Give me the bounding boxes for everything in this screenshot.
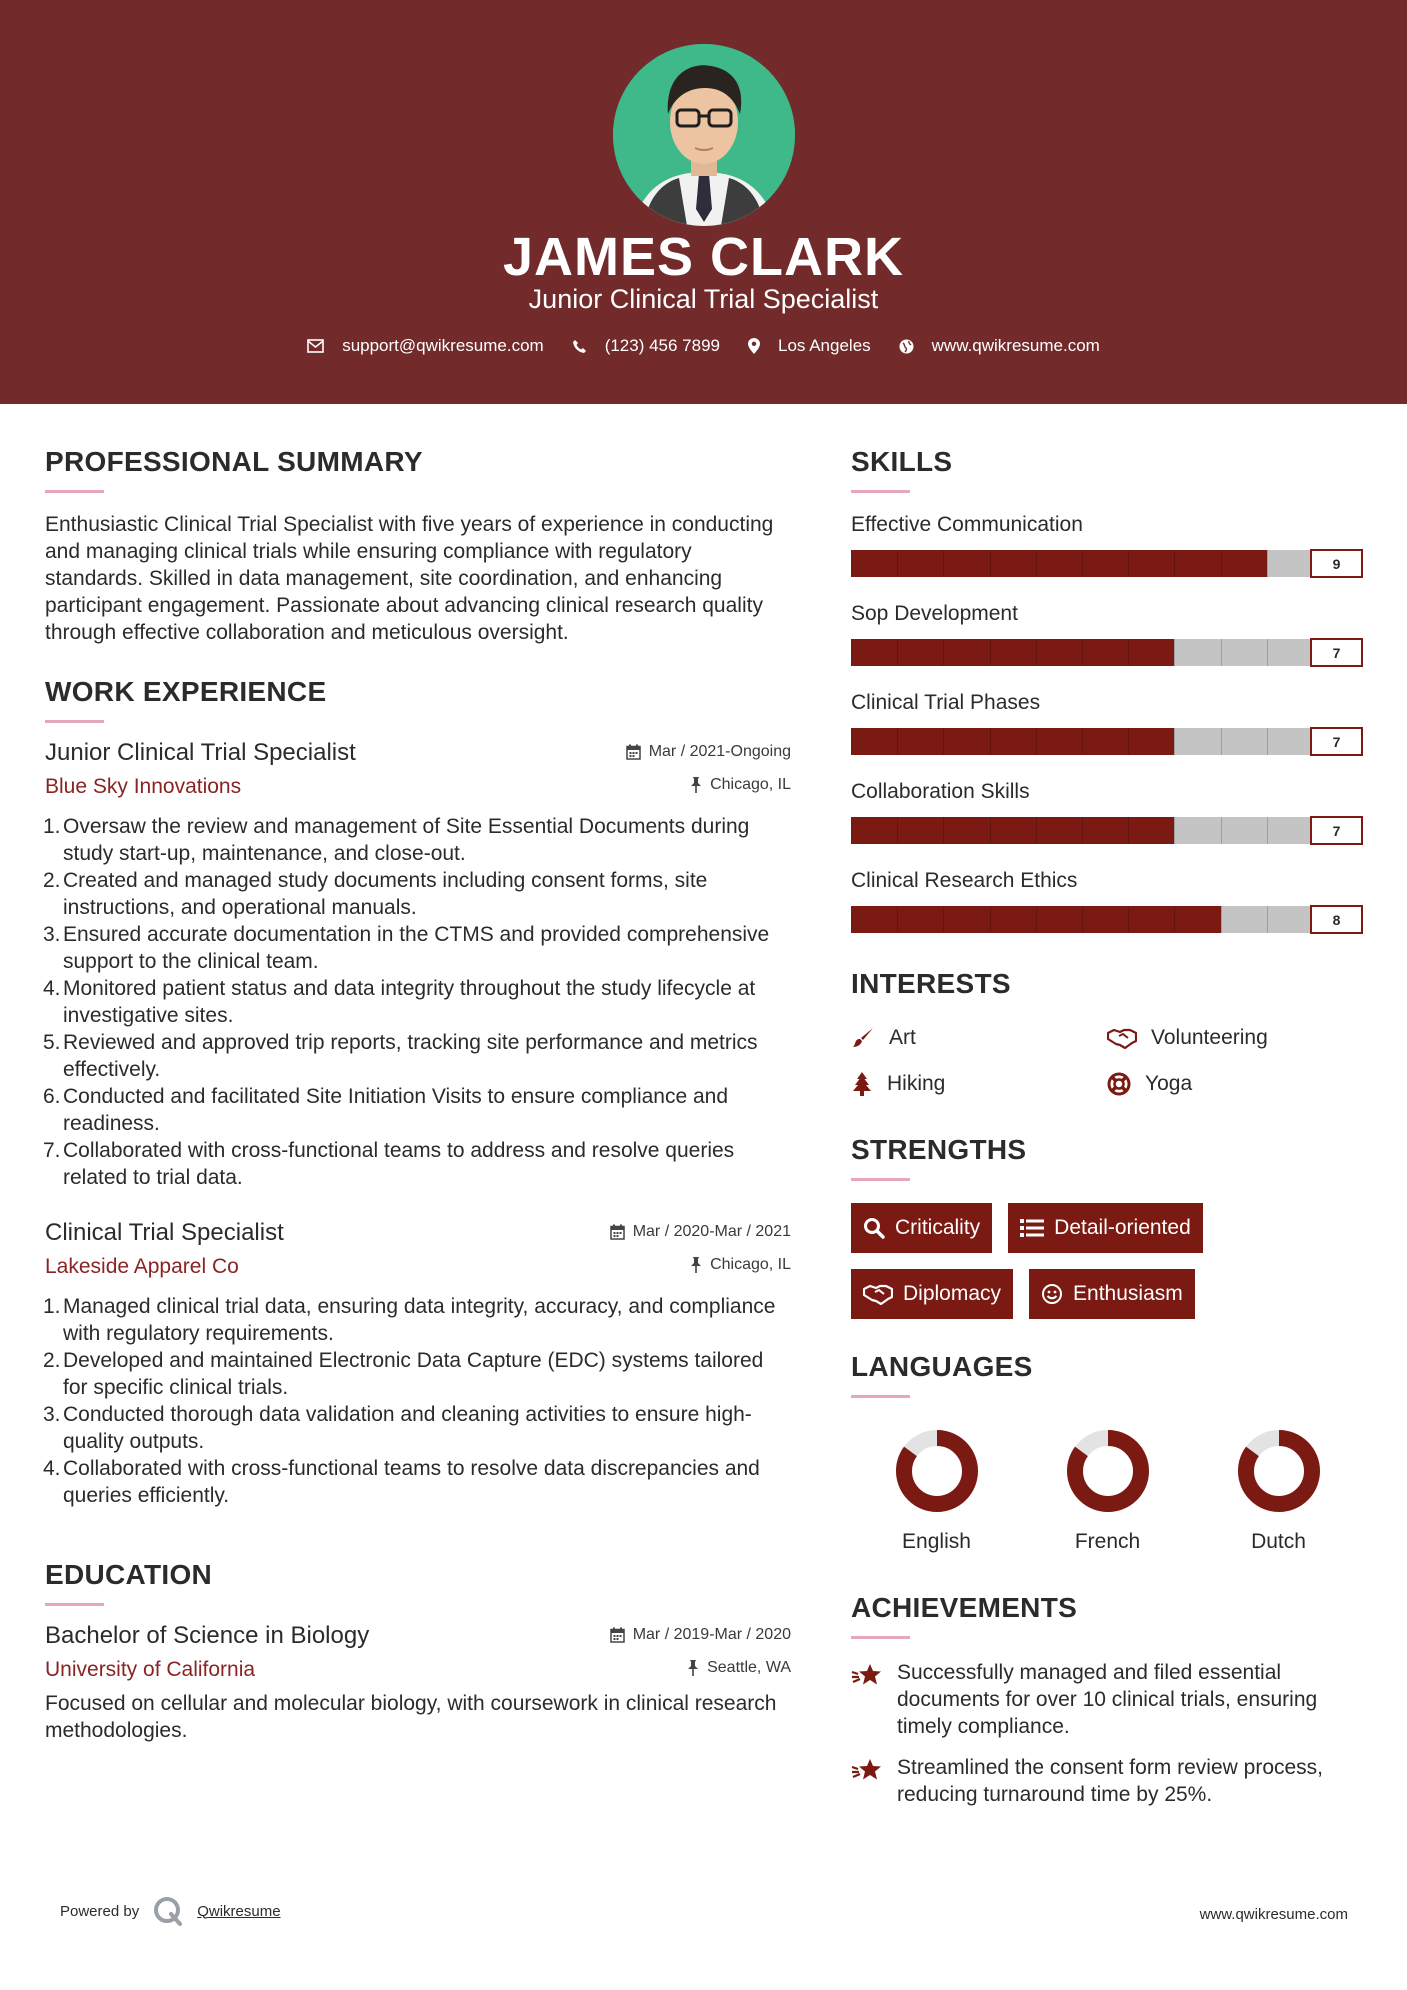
job-role: Clinical Trial Specialist xyxy=(45,1219,284,1246)
calendar-icon xyxy=(610,1224,625,1240)
contact-website[interactable] xyxy=(899,336,1100,356)
paintbrush-icon xyxy=(851,1026,875,1050)
right-column xyxy=(851,446,1366,1822)
interest-label: Volunteering xyxy=(1151,1026,1268,1049)
list-item: 1. Managed clinical trial data, ensuring data integrity, accuracy, and compliance with regulatory requirements. xyxy=(43,1295,776,1345)
strength-label: Criticality xyxy=(895,1216,981,1239)
skill-bar-segment xyxy=(1174,817,1175,844)
skill-bar-segment xyxy=(897,639,898,666)
languages-heading: LANGUAGES xyxy=(851,1351,1033,1382)
interests-heading: INTERESTS xyxy=(851,968,1011,999)
skill-bar-segment xyxy=(1267,728,1268,755)
achievement-text: Streamlined the consent form review process, reducing turnaround time by 25%. xyxy=(897,1756,1324,1806)
section-divider xyxy=(45,490,104,493)
interest-label: Hiking xyxy=(887,1072,946,1095)
skill-bar-segment xyxy=(897,728,898,755)
summary-text: Enthusiastic Clinical Trial Specialist with five years of experience in conducting and managing clinical trials while ensuring compliance with regulatory standards. Skilled in data management, site coordination, and enhancing participant engagement. Passionate about advancing clinical research quality through effective collaboration and meticulous oversight. xyxy=(45,513,774,644)
skill-bar-segment xyxy=(1128,728,1129,755)
skill-bar-segment xyxy=(990,728,991,755)
skill-bar-segment xyxy=(1128,817,1129,844)
skill-bar-segment xyxy=(990,817,991,844)
section-divider xyxy=(45,720,104,723)
interest-item xyxy=(851,1026,1107,1050)
skill-bar-segment xyxy=(1267,906,1268,933)
language-item xyxy=(851,1428,1022,1554)
achievements-section xyxy=(851,1592,1366,1808)
achievement-item xyxy=(851,1659,1366,1740)
skill-bar-segment xyxy=(1082,817,1083,844)
company-name: Blue Sky Innovations xyxy=(45,775,242,798)
education-location-text: Seattle, WA xyxy=(707,1659,791,1676)
contact-location-text: Los Angeles xyxy=(778,336,871,355)
job-date xyxy=(626,743,791,761)
skill-bar-segment xyxy=(1082,906,1083,933)
achievement-text: Successfully managed and filed essential documents for over 10 clinical trials, ensuring timely compliance. xyxy=(897,1661,1318,1738)
skills-heading: SKILLS xyxy=(851,446,953,477)
skill-item xyxy=(851,869,1366,934)
profile-photo xyxy=(613,44,795,226)
strengths-section xyxy=(851,1134,1366,1319)
skill-bar-segment xyxy=(990,639,991,666)
skill-bar-segment xyxy=(943,728,944,755)
list-item: 1. Oversaw the review and management of Site Essential Documents during study start-up, maintenance, and close-out. xyxy=(43,815,750,865)
list-item: 2. Created and managed study documents including consent forms, site instructions, and operational manuals. xyxy=(43,869,708,919)
footer-website[interactable]: www.qwikresume.com xyxy=(1199,1906,1348,1923)
skill-bar-segment xyxy=(990,906,991,933)
pushpin-icon xyxy=(687,1660,699,1676)
education-date xyxy=(610,1626,791,1644)
experience-heading: WORK EXPERIENCE xyxy=(45,676,327,707)
contact-phone[interactable] xyxy=(572,336,720,356)
skill-score: 9 xyxy=(1310,549,1363,578)
skill-score: 7 xyxy=(1310,816,1363,845)
list-item: 7. Collaborated with cross-functional teams to address and resolve queries related to trial data. xyxy=(43,1139,735,1189)
skill-item xyxy=(851,513,1366,578)
language-level-ring xyxy=(1236,1428,1322,1514)
skill-bar-segment xyxy=(990,550,991,577)
skill-score: 7 xyxy=(1310,638,1363,667)
calendar-icon xyxy=(626,744,641,760)
search-icon xyxy=(863,1217,885,1239)
skill-bar-segment xyxy=(1174,906,1175,933)
skill-bar-segment xyxy=(1221,728,1222,755)
education-heading: EDUCATION xyxy=(45,1559,213,1590)
powered-by-text: Powered by xyxy=(60,1902,140,1920)
job-role: Junior Clinical Trial Specialist xyxy=(45,739,356,766)
job-location xyxy=(690,776,791,794)
interest-item xyxy=(1107,1026,1363,1050)
skill-bar xyxy=(851,549,1363,578)
list-item: 3. Ensured accurate documentation in the CTMS and provided comprehensive support to the clinical team. xyxy=(43,923,770,973)
language-label: English xyxy=(902,1530,971,1553)
list-item: 4. Monitored patient status and data integrity throughout the study lifecycle at investigative sites. xyxy=(43,977,756,1027)
candidate-name: JAMES CLARK xyxy=(502,227,905,287)
language-label: Dutch xyxy=(1251,1530,1306,1553)
skill-bar-segment xyxy=(1082,728,1083,755)
phone-icon xyxy=(572,339,587,354)
skills-section xyxy=(851,446,1366,934)
education-section xyxy=(45,1559,791,1744)
calendar-icon xyxy=(610,1627,625,1643)
skill-bar-segment xyxy=(1082,550,1083,577)
skill-bar-segment xyxy=(1174,728,1175,755)
skill-bar-segment xyxy=(943,906,944,933)
list-item: 6. Conducted and facilitated Site Initiation Visits to ensure compliance and readiness. xyxy=(43,1085,729,1135)
school-name: University of California xyxy=(45,1658,256,1681)
list-item: 4. Collaborated with cross-functional teams to resolve data discrepancies and queries efficiently. xyxy=(43,1457,760,1507)
skill-bar-fill xyxy=(851,728,1174,755)
strengths-tags xyxy=(851,1203,1363,1319)
skill-item xyxy=(851,602,1366,667)
strength-tag xyxy=(851,1269,1013,1319)
list-item: 2. Developed and maintained Electronic Data Capture (EDC) systems tailored for specific clinical trials. xyxy=(43,1349,764,1399)
skill-bar-segment xyxy=(1128,550,1129,577)
language-item xyxy=(1022,1428,1193,1554)
language-level-ring xyxy=(1065,1428,1151,1514)
strengths-heading: STRENGTHS xyxy=(851,1134,1027,1165)
skill-bar-segment xyxy=(1036,817,1037,844)
job-location-text: Chicago, IL xyxy=(710,776,791,793)
contact-phone-text: (123) 456 7899 xyxy=(604,336,721,355)
skill-name: Collaboration Skills xyxy=(851,780,1030,803)
achievement-item xyxy=(851,1754,1366,1808)
contact-website-text: www.qwikresume.com xyxy=(931,336,1100,355)
skill-name: Effective Communication xyxy=(851,513,1083,536)
strength-tag xyxy=(1029,1269,1195,1319)
interest-label: Art xyxy=(889,1026,916,1049)
skill-name: Clinical Trial Phases xyxy=(851,691,1041,714)
language-level-ring xyxy=(894,1428,980,1514)
job-duties xyxy=(45,813,791,1191)
job-location-text: Chicago, IL xyxy=(710,1256,791,1273)
language-label: French xyxy=(1074,1530,1141,1553)
skill-bar-segment xyxy=(1036,906,1037,933)
job-entry xyxy=(45,1219,791,1509)
skill-bar-segment xyxy=(1128,639,1129,666)
job-location xyxy=(690,1256,791,1274)
skill-name: Sop Development xyxy=(851,602,1018,625)
job-duties xyxy=(45,1293,791,1509)
contact-location xyxy=(748,336,871,356)
skill-bar-segment xyxy=(1174,639,1175,666)
interest-item xyxy=(851,1072,1107,1096)
skill-bar-segment xyxy=(1082,639,1083,666)
section-divider xyxy=(851,1178,910,1181)
summary-heading: PROFESSIONAL SUMMARY xyxy=(45,446,423,477)
languages-section xyxy=(851,1351,1366,1554)
qwikresume-logo-icon xyxy=(153,1896,183,1926)
skill-bar-segment xyxy=(1036,728,1037,755)
star-hand-icon xyxy=(851,1758,883,1782)
job-date-text: Mar / 2021-Ongoing xyxy=(648,743,791,760)
strength-tag xyxy=(851,1203,992,1253)
job-entry xyxy=(45,739,791,1191)
envelope-icon xyxy=(307,339,324,353)
list-item: 3. Conducted thorough data validation and cleaning activities to ensure high-quality outputs. xyxy=(43,1403,752,1453)
skill-bar-segment xyxy=(943,639,944,666)
strength-label: Enthusiasm xyxy=(1073,1282,1183,1305)
handshake-icon xyxy=(1107,1027,1137,1049)
interests-section xyxy=(851,968,1366,1096)
list-icon xyxy=(1020,1218,1044,1238)
degree-name: Bachelor of Science in Biology xyxy=(45,1622,370,1649)
experience-section xyxy=(45,676,791,1509)
handshake-icon xyxy=(863,1283,893,1305)
section-divider xyxy=(45,1603,104,1606)
pushpin-icon xyxy=(690,777,702,793)
skill-bar-segment xyxy=(1267,817,1268,844)
strength-tag xyxy=(1008,1203,1203,1253)
skill-bar-segment xyxy=(1036,639,1037,666)
skill-bar-segment xyxy=(897,550,898,577)
skill-bar-segment xyxy=(1036,550,1037,577)
interests-grid xyxy=(851,1026,1366,1096)
skill-bar-fill xyxy=(851,550,1267,577)
achievements-heading: ACHIEVEMENTS xyxy=(851,1592,1078,1623)
contact-email[interactable] xyxy=(307,336,544,356)
job-date xyxy=(610,1223,791,1241)
skill-bar-fill xyxy=(851,639,1174,666)
summary-section xyxy=(45,446,791,646)
star-hand-icon xyxy=(851,1663,883,1687)
skill-bar-segment xyxy=(1221,817,1222,844)
skill-bar-segment xyxy=(1221,550,1222,577)
skill-bar-fill xyxy=(851,817,1174,844)
skill-bar-segment xyxy=(943,550,944,577)
skill-score: 8 xyxy=(1310,905,1363,934)
skill-bar-segment xyxy=(1221,906,1222,933)
skill-bar xyxy=(851,638,1363,667)
interest-item xyxy=(1107,1072,1363,1096)
lifering-icon xyxy=(1107,1072,1131,1096)
list-item: 5. Reviewed and approved trip reports, tracking site performance and metrics effectively. xyxy=(43,1031,758,1081)
strength-label: Detail-oriented xyxy=(1054,1216,1191,1239)
left-column xyxy=(45,446,791,1744)
interest-label: Yoga xyxy=(1145,1072,1193,1095)
education-date-text: Mar / 2019-Mar / 2020 xyxy=(632,1626,791,1643)
skill-score: 7 xyxy=(1310,727,1363,756)
candidate-title: Junior Clinical Trial Specialist xyxy=(528,284,879,314)
skill-bar-segment xyxy=(1267,550,1268,577)
skill-bar xyxy=(851,727,1363,756)
education-entry xyxy=(45,1622,791,1744)
map-pin-icon xyxy=(748,338,760,354)
footer-branding xyxy=(60,1896,281,1926)
skill-item xyxy=(851,780,1366,845)
section-divider xyxy=(851,1636,910,1639)
achievements-list xyxy=(851,1659,1366,1808)
contact-email-text: support@qwikresume.com xyxy=(342,336,544,355)
section-divider xyxy=(851,1395,910,1398)
skill-bar-segment xyxy=(1174,550,1175,577)
tree-icon xyxy=(851,1072,873,1096)
skill-bar xyxy=(851,816,1363,845)
job-date-text: Mar / 2020-Mar / 2021 xyxy=(632,1223,791,1240)
section-divider xyxy=(851,490,910,493)
education-description: Focused on cellular and molecular biology, with coursework in clinical research methodologies. xyxy=(45,1692,777,1742)
skill-bar-segment xyxy=(1128,906,1129,933)
skill-bar-segment xyxy=(943,817,944,844)
skill-bar-segment xyxy=(897,906,898,933)
language-item xyxy=(1193,1428,1364,1554)
smile-icon xyxy=(1041,1283,1063,1305)
skill-bar-segment xyxy=(1267,639,1268,666)
skill-bar-segment xyxy=(897,817,898,844)
company-name: Lakeside Apparel Co xyxy=(45,1255,239,1278)
skill-bar-segment xyxy=(1221,639,1222,666)
strength-label: Diplomacy xyxy=(903,1282,1002,1305)
resume-header xyxy=(0,0,1407,404)
education-location xyxy=(687,1659,791,1677)
pushpin-icon xyxy=(690,1257,702,1273)
skill-bar xyxy=(851,905,1363,934)
globe-icon xyxy=(899,339,914,354)
qwikresume-link[interactable]: Qwikresume xyxy=(197,1902,281,1920)
skill-item xyxy=(851,691,1366,756)
skill-name: Clinical Research Ethics xyxy=(851,869,1078,892)
contact-bar xyxy=(0,336,1407,356)
